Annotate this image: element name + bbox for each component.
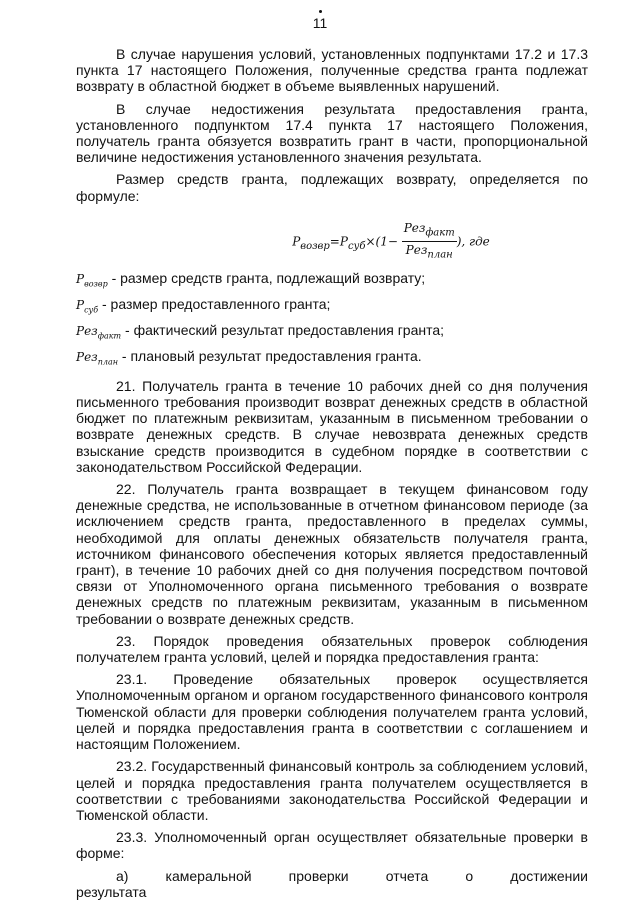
paragraph-21: 21. Получатель гранта в течение 10 рабочих дней со дня получения письменного требования производит возврат денежных средств в областной бюджет по платежным реквизитам, указанным в письменном требовании о возврате денежных средств. В случае невозврата денежных средств взыскание средств производится в судебном порядке в соответствии с законодательством Российской Федерации. [76,377,588,475]
paragraph-violation-return: В случае нарушения условий, установленных подпунктами 17.2 и 17.3 пункта 17 настоящего Положения, полученные средства гранта подлежат возврату в областной бюджет в объеме выявленных нарушений. [76,46,588,95]
paragraph-result-shortfall: В случае недостижения результата предоставления гранта, установленного подпунктом 17.4 пункта 17 настоящего Положения, получатель гранта обязуется возвратить грант в части, пропорциональной величине недостижения установленного значения результата. [76,100,588,166]
paragraph-22: 22. Получатель гранта возвращает в текущем финансовом году денежные средства, не использованные в отчетном финансовом периоде (за исключением средств гранта, предоставленного в пределах суммы, необходимой для оплаты денежных обязательств получателя гранта, источником финансового обеспечения которых является предоставленный грант), в течение 10 рабочих дней со дня получения посредством почтовой связи от Уполномоченного органа письменного требования о возврате денежных средств по платежным реквизитам, указанным в письменном требовании о возврате денежных средств. [76,481,588,627]
return-formula: $P_{возвр}=P_{суб}\times(1-$ $\frac{Рез_{факт}}{Рез_{план}}$ ), где [194,220,588,254]
definition-item: $P_{возвр}$ - размер средств гранта, подлежащий возврату; [76,269,426,288]
document-body [76,46,588,900]
paragraph-formula-intro: Размер средств гранта, подлежащих возврату, определяется по формуле: [76,171,588,204]
paragraph-23-3: 23.3. Уполномоченный орган осуществляет обязательные проверки в форме: [76,829,588,862]
paragraph-23: 23. Порядок проведения обязательных проверок соблюдения получателем гранта условий, целей и порядка предоставления гранта: [76,632,588,666]
definition-item: Рез$_{факт}$ - фактический результат предоставления гранта; [76,321,445,340]
page-mark [319,10,322,13]
definition-item: Рез$_{план}$ - плановый результат предоставления гранта. [76,347,422,366]
paragraph-item-a: а) камеральной проверки отчета о достижении результата [76,867,588,900]
formula-numerator: Рез$_{факт}$ [402,220,457,243]
page-number-text: 11 [312,15,328,31]
page-number [0,10,640,31]
definition-item: $P_{суб}$ - размер предоставленного гранта; [76,295,331,314]
paragraph-23-2: 23.2. Государственный финансовый контроль за соблюдением условий, целей и порядка предоставления гранта получателем осуществляется в соответствии с требованиями законодательства Российской Федерации и Тюменской области. [76,758,588,823]
paragraph-23-1: 23.1. Проведение обязательных проверок осуществляется Уполномоченным органом и органом государственного финансового контроля Тюменской области для проверки соблюдения получателем гранта условий, целей и порядка предоставления гранта в соответствии с соглашением и настоящим Положением. [76,671,588,753]
formula-denominator: Рез$_{план}$ [405,243,453,261]
formula-fraction [402,220,457,264]
